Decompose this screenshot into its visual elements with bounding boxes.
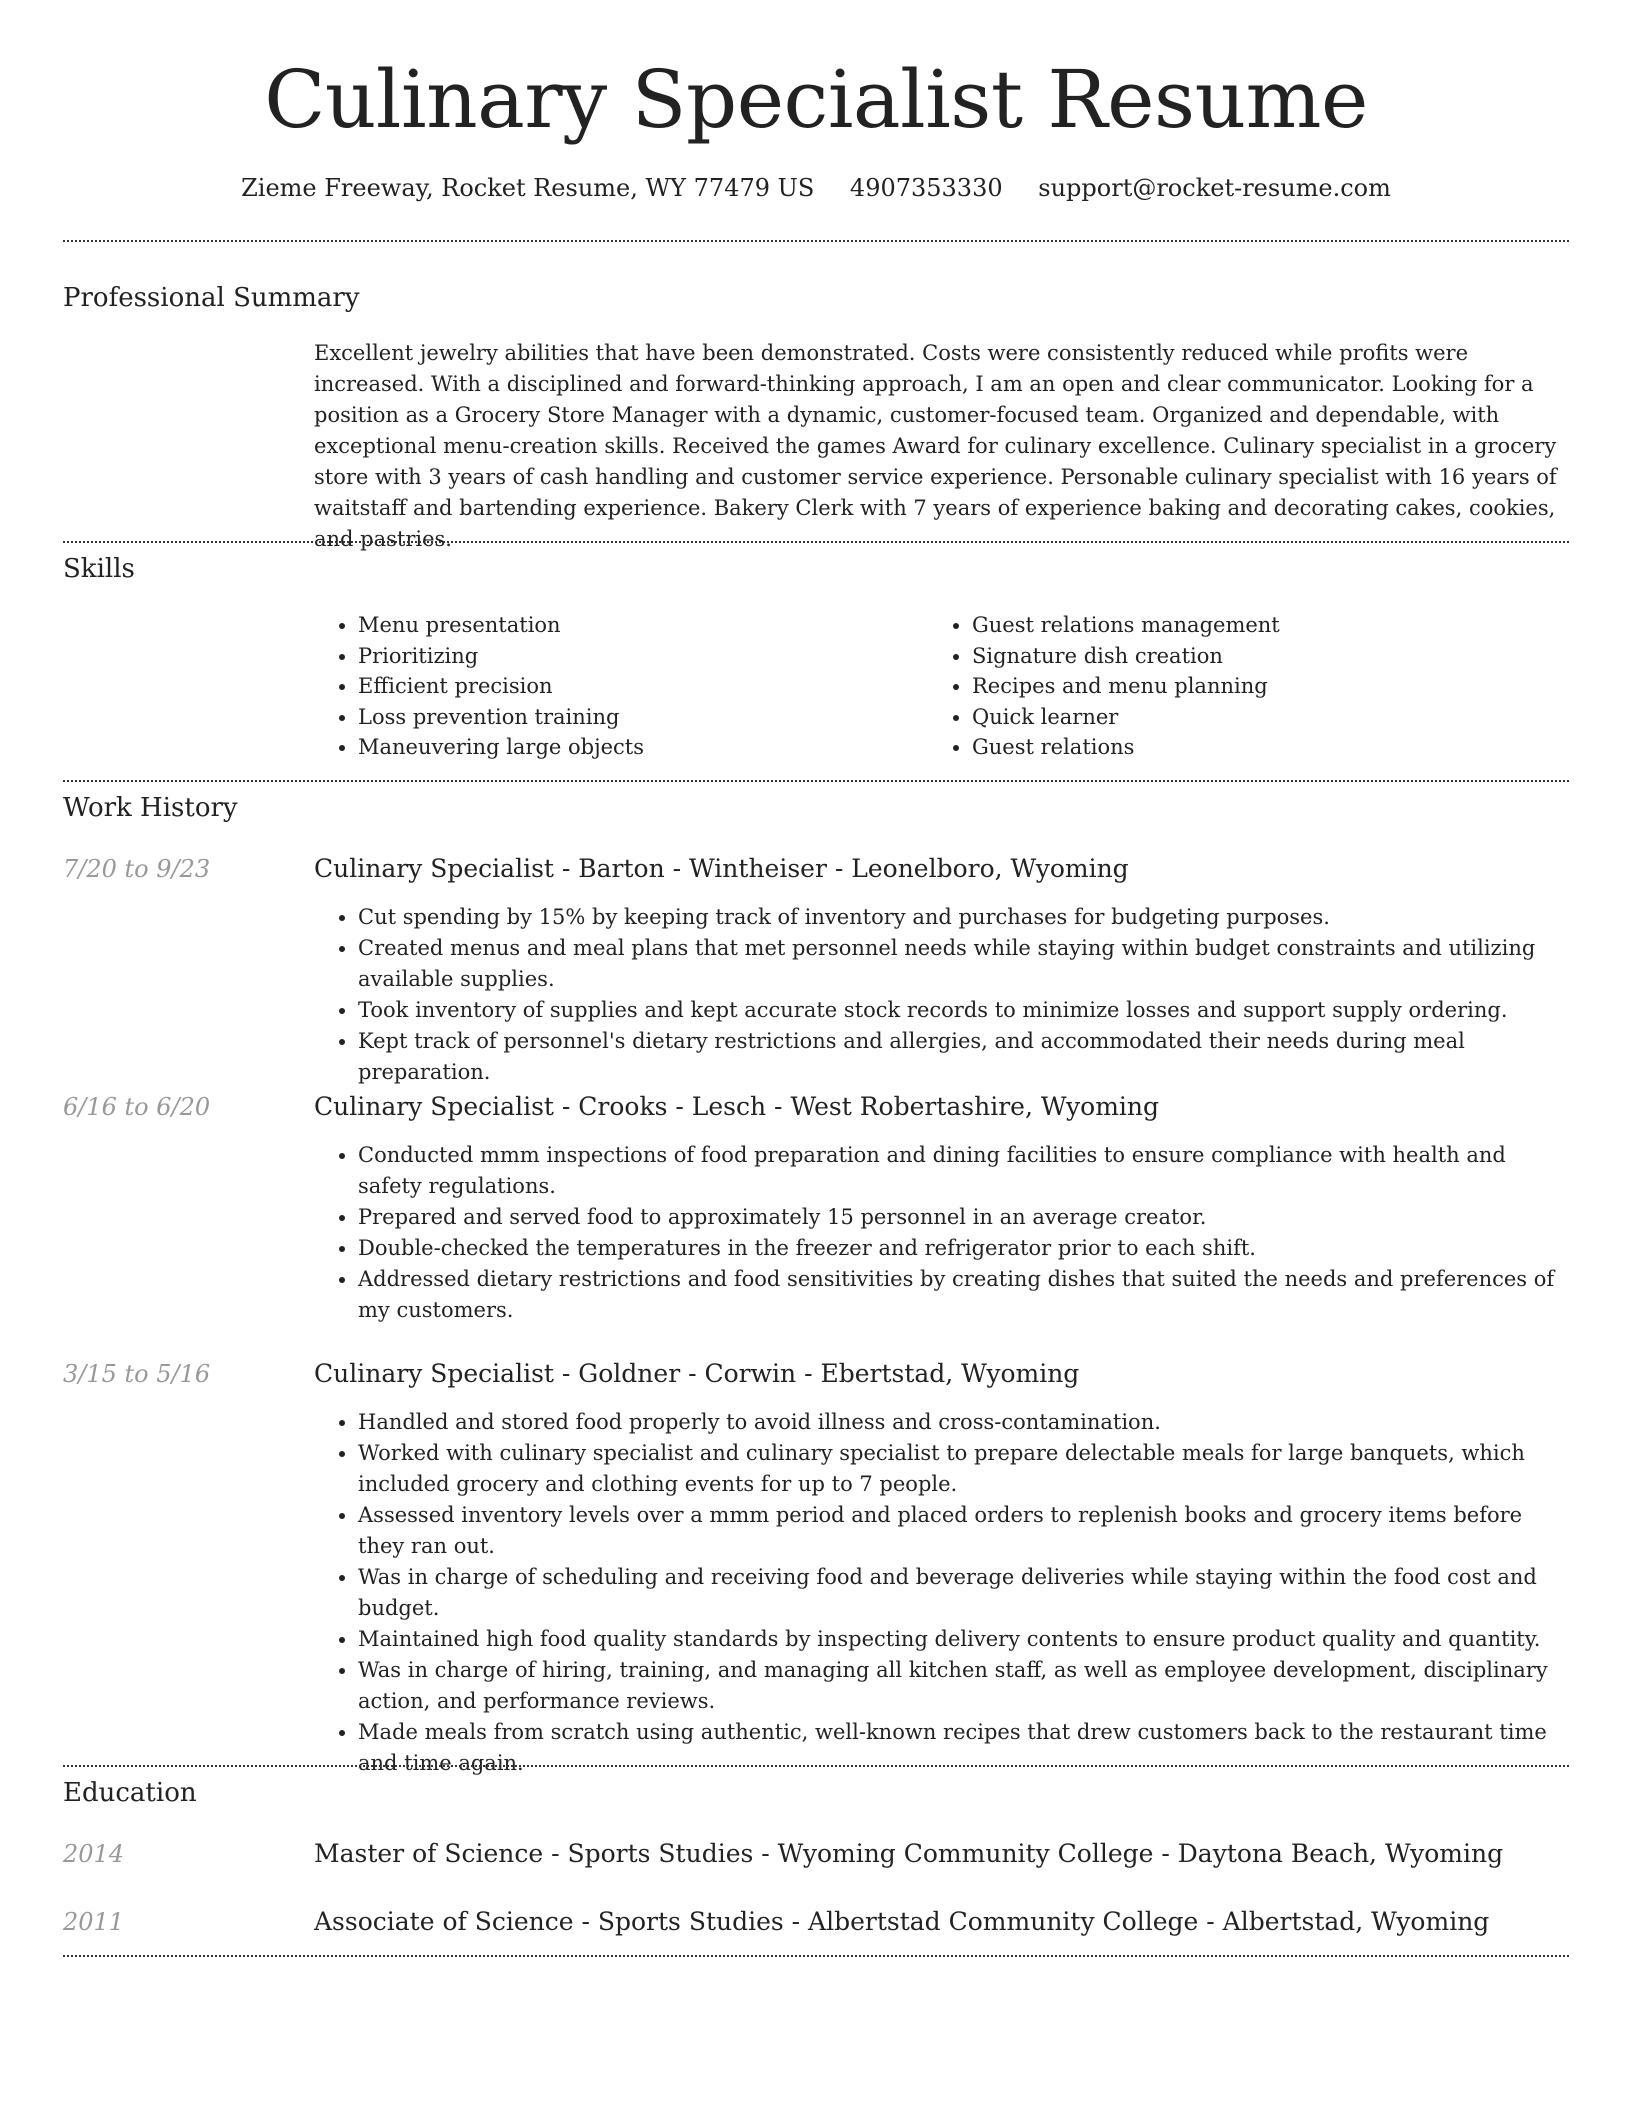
job-bullet: • Cut spending by 15% by keeping track of inventory and purchases for budgeting purposes. <box>358 902 1570 933</box>
skill-item: • Prioritizing <box>358 641 918 672</box>
job-bullets <box>314 1407 1570 1779</box>
job-bullet: • Was in charge of scheduling and receiving food and beverage deliveries while staying within the food cost and budget. <box>358 1562 1570 1624</box>
job-bullets <box>314 902 1570 1088</box>
skill-item: • Recipes and menu planning <box>972 671 1532 702</box>
education-year: 2011 <box>63 1908 125 1936</box>
job-bullet: • Made meals from scratch using authentic, well-known recipes that drew customers back to the restaurant time and time again. <box>358 1717 1570 1779</box>
summary-heading: Professional Summary <box>63 283 360 313</box>
job-bullet: • Addressed dietary restrictions and food sensitivities by creating dishes that suited the needs and preferences of my customers. <box>358 1264 1570 1326</box>
job-dates: 3/15 to 5/16 <box>63 1360 211 1388</box>
job-title: Culinary Specialist - Barton - Wintheiser - Leonelboro, Wyoming <box>314 854 1129 883</box>
job-dates: 6/16 to 6/20 <box>63 1093 211 1121</box>
job-title: Culinary Specialist - Goldner - Corwin - Ebertstad, Wyoming <box>314 1359 1080 1388</box>
education-title: Master of Science - Sports Studies - Wyoming Community College - Daytona Beach, Wyoming <box>314 1839 1504 1868</box>
skill-item: • Signature dish creation <box>972 641 1532 672</box>
job-bullet: • Kept track of personnel's dietary restrictions and allergies, and accommodated their needs during meal preparation. <box>358 1026 1570 1088</box>
divider <box>63 1955 1569 1957</box>
divider <box>63 541 1569 543</box>
job-bullet: • Handled and stored food properly to avoid illness and cross-contamination. <box>358 1407 1570 1438</box>
skill-item: • Quick learner <box>972 702 1532 733</box>
job-bullet: • Was in charge of hiring, training, and managing all kitchen staff, as well as employee development, disciplinary action, and performance reviews. <box>358 1655 1570 1717</box>
work-heading: Work History <box>63 793 238 823</box>
job-bullet: • Took inventory of supplies and kept accurate stock records to minimize losses and support supply ordering. <box>358 995 1570 1026</box>
skill-item: • Menu presentation <box>358 610 918 641</box>
summary-text: Excellent jewelry abilities that have been demonstrated. Costs were consistently reduced while profits were increased. With a disciplined and forward-thinking approach, I am an open and clear communicator. Looking for a position as a Grocery Store Manager with a dynamic, customer-focused team. Organized and dependable, with exceptional menu-creation skills. Received the games Award for culinary excellence. Culinary specialist in a grocery store with 3 years of cash handling and customer service experience. Personable culinary specialist with 16 years of waitstaff and bartending experience. Bakery Clerk with 7 years of experience baking and decorating cakes, cookies, and pastries. <box>314 341 1557 551</box>
skill-item: • Guest relations <box>972 732 1532 763</box>
job-bullet: • Double-checked the temperatures in the freezer and refrigerator prior to each shift. <box>358 1233 1570 1264</box>
education-year: 2014 <box>63 1840 125 1868</box>
job-bullet: • Worked with culinary specialist and culinary specialist to prepare delectable meals for large banquets, which included grocery and clothing events for up to 7 people. <box>358 1438 1570 1500</box>
divider <box>63 1765 1569 1767</box>
job-bullet: • Conducted mmm inspections of food preparation and dining facilities to ensure compliance with health and safety regulations. <box>358 1140 1570 1202</box>
job-bullet: • Prepared and served food to approximately 15 personnel in an average creator. <box>358 1202 1570 1233</box>
contact-email: support@rocket-resume.com <box>1038 174 1391 202</box>
contact-line <box>0 170 1632 206</box>
divider <box>63 780 1569 782</box>
job-bullets <box>314 1140 1570 1326</box>
job-dates: 7/20 to 9/23 <box>63 855 211 883</box>
skill-item: • Loss prevention training <box>358 702 918 733</box>
contact-address: Zieme Freeway, Rocket Resume, WY 77479 US <box>241 174 815 202</box>
job-bullet: • Created menus and meal plans that met personnel needs while staying within budget constraints and utilizing available supplies. <box>358 933 1570 995</box>
skills-list-left <box>314 610 918 763</box>
job-title: Culinary Specialist - Crooks - Lesch - West Robertashire, Wyoming <box>314 1092 1159 1121</box>
education-heading: Education <box>63 1778 197 1808</box>
skills-heading: Skills <box>63 554 135 584</box>
job-bullet: • Assessed inventory levels over a mmm period and placed orders to replenish books and grocery items before they ran out. <box>358 1500 1570 1562</box>
skill-item: • Guest relations management <box>972 610 1532 641</box>
resume-title: Culinary Specialist Resume <box>264 53 1368 146</box>
job-bullet: • Maintained high food quality standards by inspecting delivery contents to ensure product quality and quantity. <box>358 1624 1570 1655</box>
skill-item: • Efficient precision <box>358 671 918 702</box>
skill-item: • Maneuvering large objects <box>358 732 918 763</box>
skills-list-right <box>928 610 1532 763</box>
divider <box>63 240 1569 242</box>
education-title: Associate of Science - Sports Studies - Albertstad Community College - Albertstad, Wyoming <box>314 1907 1490 1936</box>
contact-phone: 4907353330 <box>849 174 1003 202</box>
